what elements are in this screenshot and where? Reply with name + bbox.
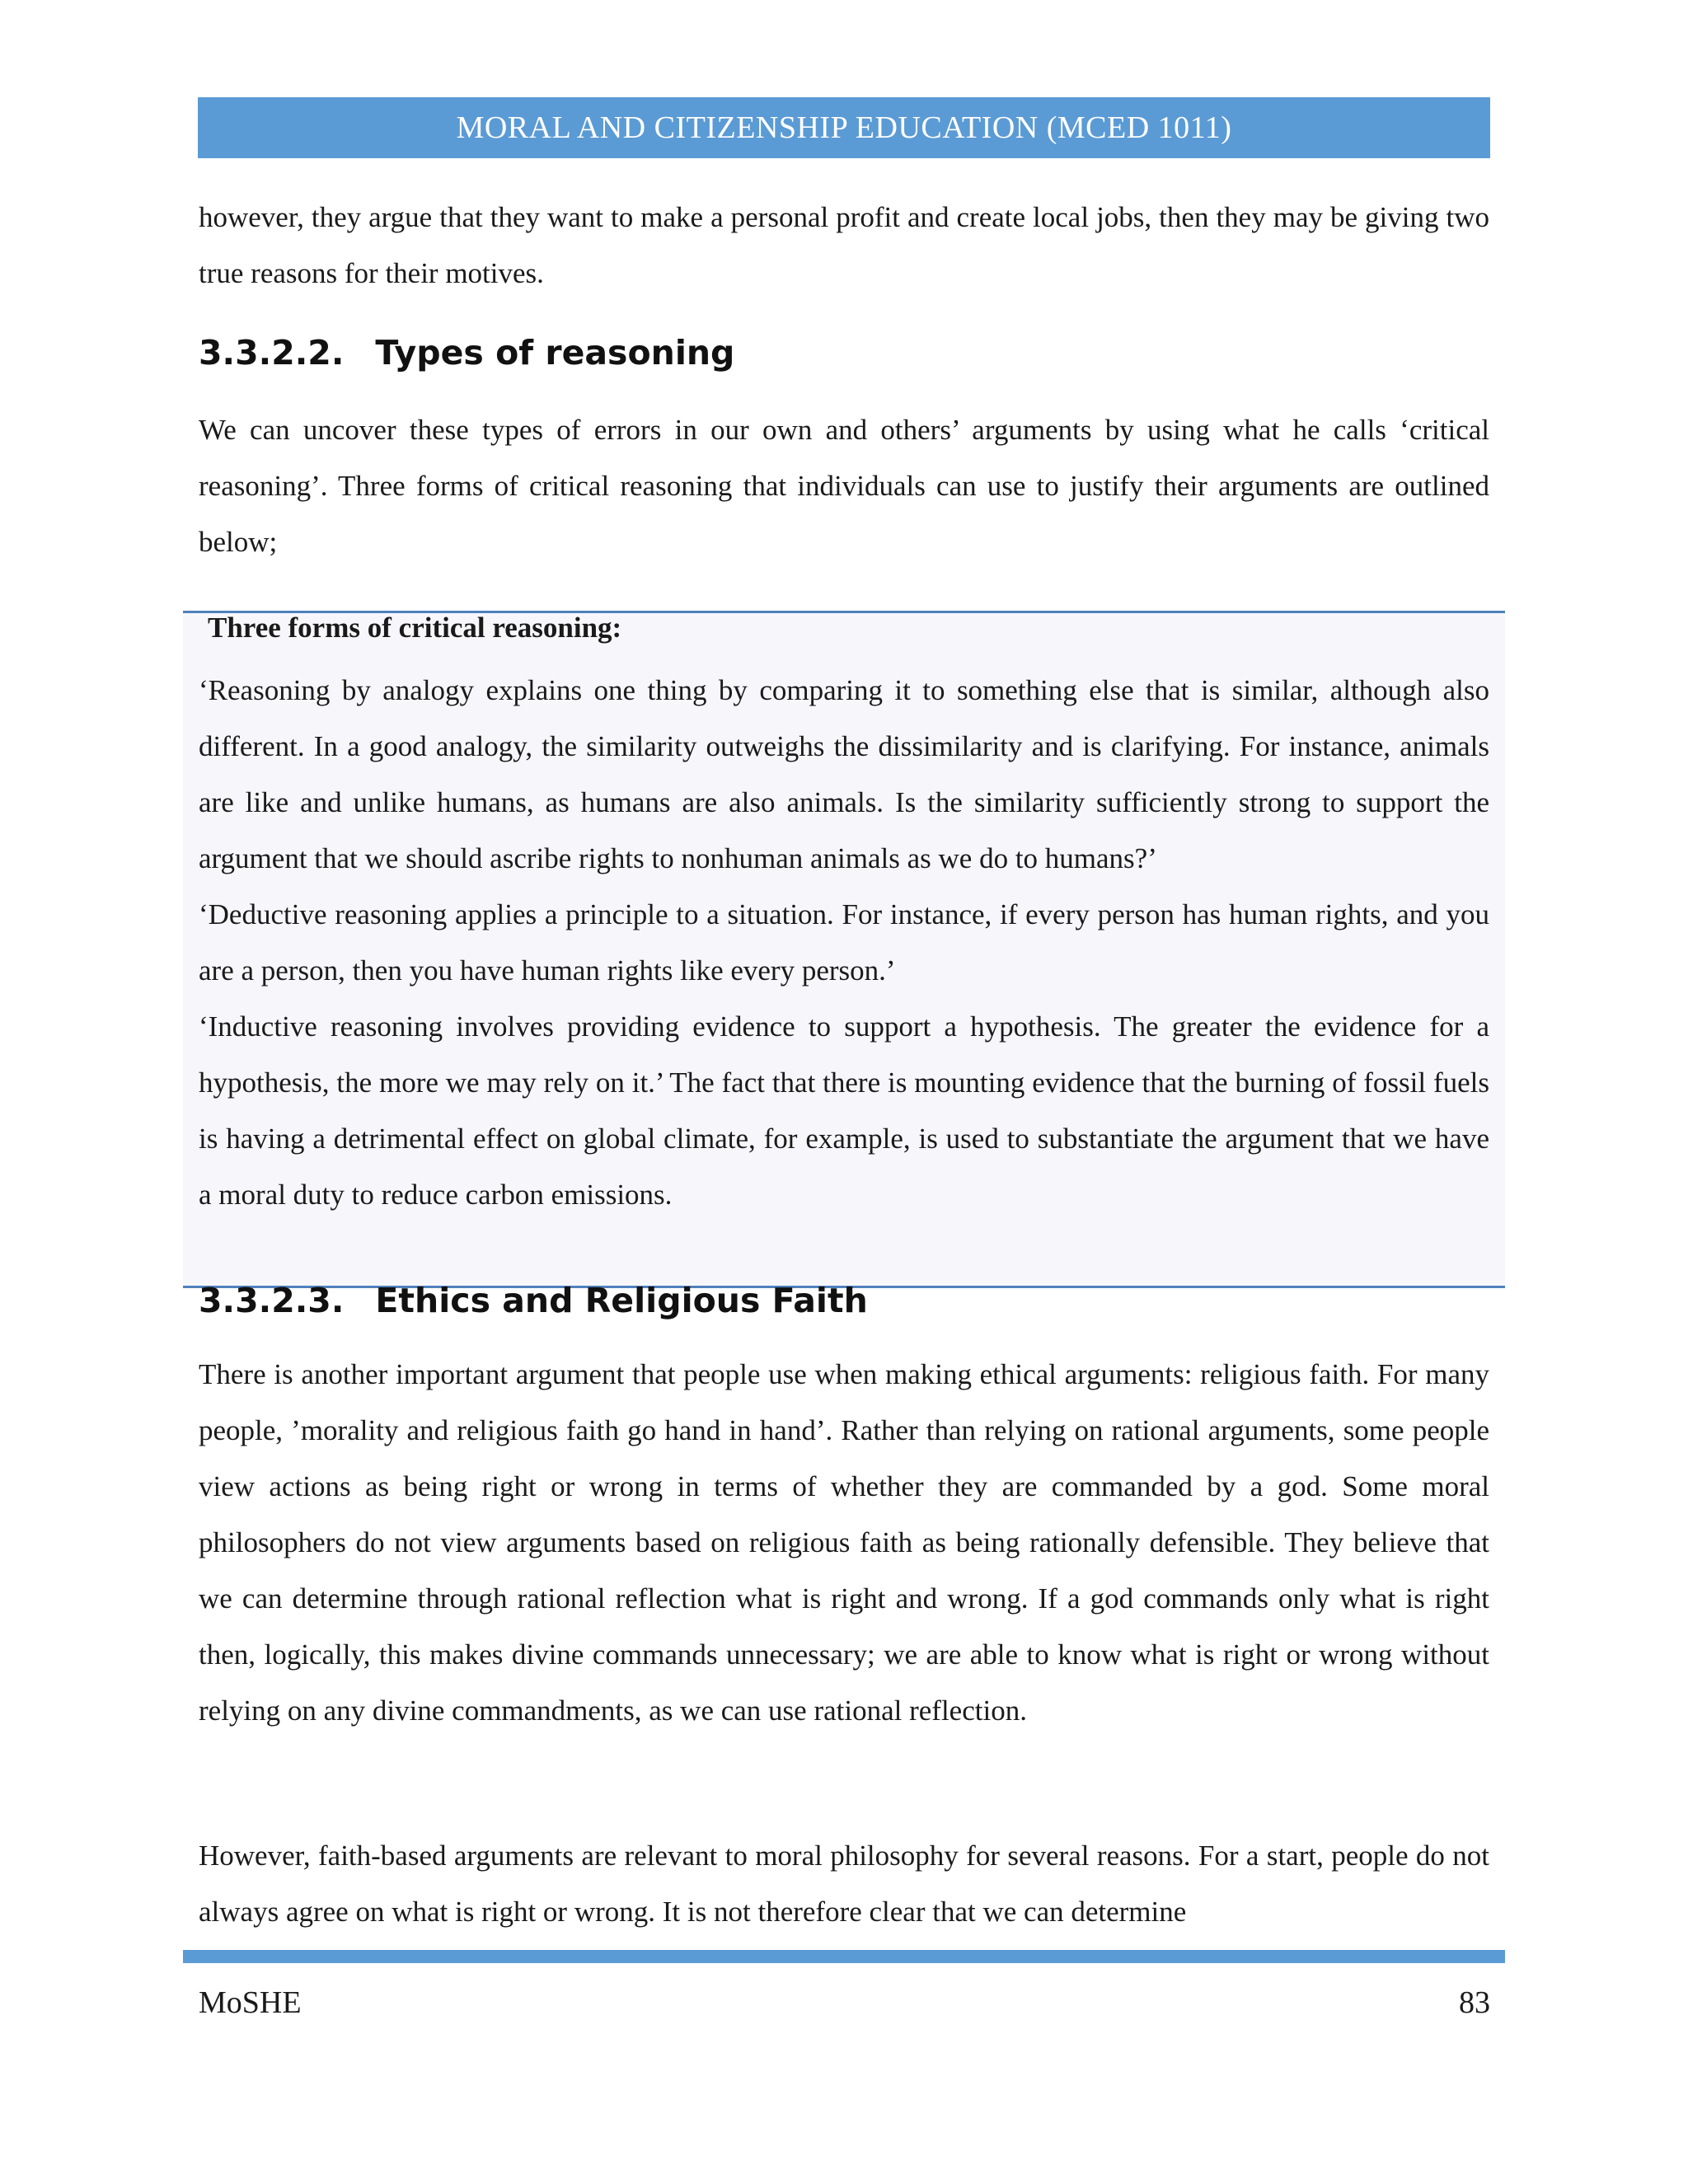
intro-paragraph: however, they argue that they want to make a personal profit and create local jobs, then they may be giving two true reasons for their motives. xyxy=(199,201,1489,289)
section-number: 3.3.2.2. xyxy=(199,333,345,373)
page-number: 83 xyxy=(1459,1985,1490,2020)
section-heading-ethics-religious-faith xyxy=(199,1281,868,1320)
inductive-paragraph: ‘Inductive reasoning involves providing evidence to support a hypothesis. The greater the evidence for a hypothesis, the more we may rely on it.’ The fact that there is mounting evidence that the burning of fossil fuels is having a detrimental effect on global climate, for example, is used to substantiate the argument that we have a moral duty to reduce carbon emissions. xyxy=(199,1010,1489,1211)
footer-rule xyxy=(183,1950,1505,1963)
ethics-paragraph-1: There is another important argument that people use when making ethical arguments: religious faith. For many people, ’morality and religious faith go hand in hand’. Rather than relying on rational arguments, some people view actions as being right or wrong in terms of whether they are commanded by a god. Some moral philosophers do not view arguments based on religious faith as being rationally defensible. They believe that we can determine through rational reflection what is right and wrong. If a god commands only what is right then, logically, this makes divine commands unnecessary; we are able to know what is right or wrong without relying on any divine commandments, as we can use rational reflection. xyxy=(199,1358,1489,1727)
box-title: Three forms of critical reasoning: xyxy=(208,612,622,644)
header-title: MORAL AND CITIZENSHIP EDUCATION (MCED 1011) xyxy=(456,110,1232,145)
analogy-paragraph: ‘Reasoning by analogy explains one thing by comparing it to something else that is similar, although also different. In a good analogy, the similarity outweighs the dissimilarity and is clarifying. For instance, animals are like and unlike humans, as humans are also animals. Is the similarity sufficiently strong to support the argument that we should ascribe rights to nonhuman animals as we do to humans?’ xyxy=(199,674,1489,874)
ethics-paragraph-2: However, faith-based arguments are relevant to moral philosophy for several reasons. For a start, people do not always agree on what is right or wrong. It is not therefore clear that we can determine xyxy=(199,1840,1489,1928)
deductive-paragraph: ‘Deductive reasoning applies a principle to a situation. For instance, if every person has human rights, and you are a person, then you have human rights like every person.’ xyxy=(199,898,1489,987)
reasoning-box-content xyxy=(199,663,1489,1223)
header-banner xyxy=(198,97,1490,158)
section-heading-types-of-reasoning xyxy=(199,333,734,373)
section-title: Types of reasoning xyxy=(375,333,735,373)
types-paragraph: We can uncover these types of errors in our own and others’ arguments by using what he calls ‘critical reasoning’. Three forms of critical reasoning that individuals can use to justify their arguments are outlined below; xyxy=(199,414,1489,558)
section-title: Ethics and Religious Faith xyxy=(375,1281,868,1320)
footer-publisher: MoSHE xyxy=(199,1985,302,2020)
section-number: 3.3.2.3. xyxy=(199,1281,345,1320)
